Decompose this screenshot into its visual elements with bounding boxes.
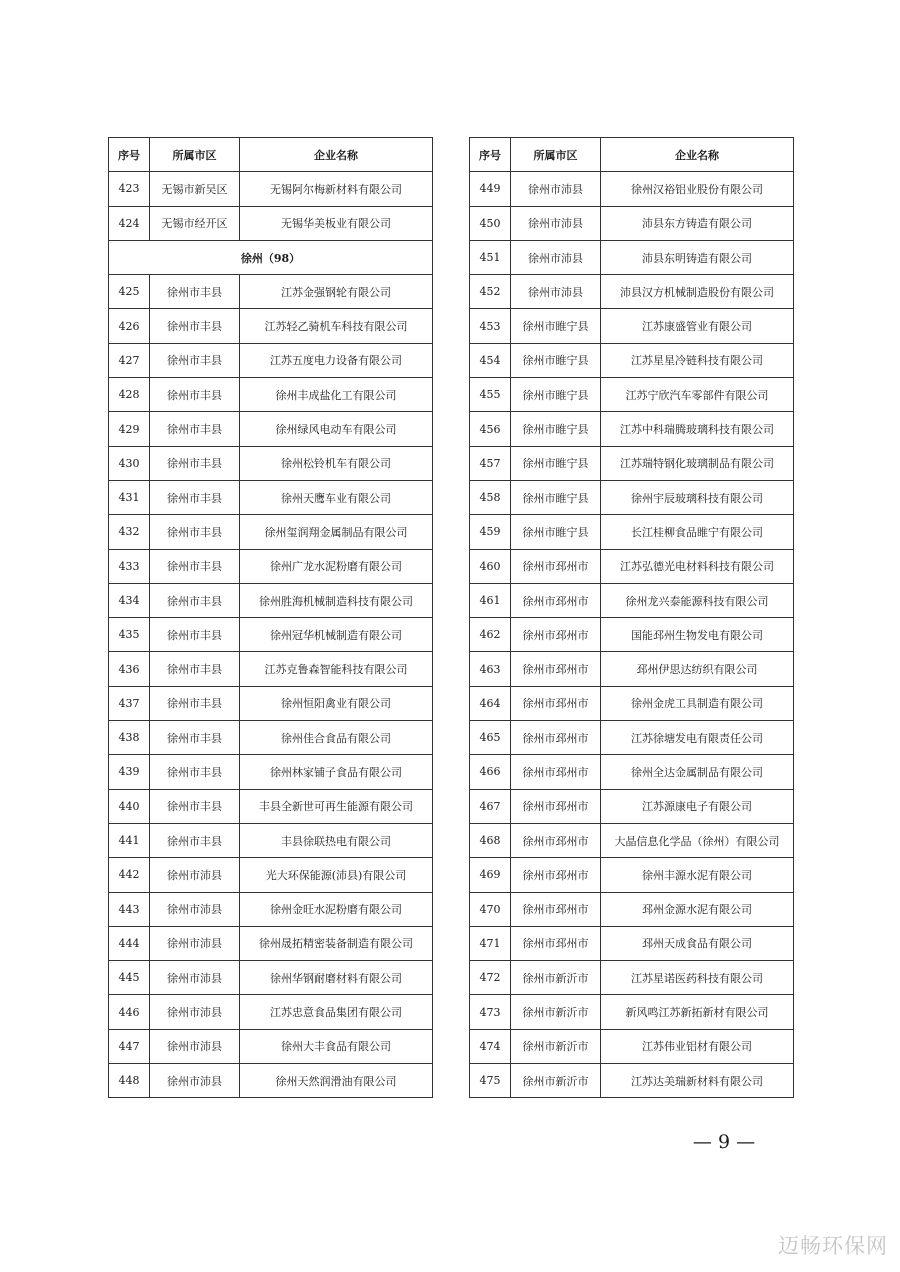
- table-row: [109, 275, 433, 309]
- cell-serial-number: 438: [109, 721, 150, 755]
- cell-serial-number: 472: [470, 961, 511, 995]
- cell-company-name: 徐州大丰食品有限公司: [240, 1029, 433, 1063]
- table-row: [470, 446, 794, 480]
- cell-district: 徐州市邳州市: [511, 583, 601, 617]
- table-row: [109, 995, 433, 1029]
- cell-district: 徐州市沛县: [150, 858, 240, 892]
- header-district: 所属市区: [511, 138, 601, 172]
- cell-serial-number: 435: [109, 618, 150, 652]
- cell-company-name: 徐州广龙水泥粉磨有限公司: [240, 549, 433, 583]
- cell-serial-number: 440: [109, 789, 150, 823]
- cell-serial-number: 425: [109, 275, 150, 309]
- cell-company-name: 徐州晟拓精密装备制造有限公司: [240, 926, 433, 960]
- table-row: [109, 549, 433, 583]
- cell-district: 徐州市睢宁县: [511, 480, 601, 514]
- cell-company-name: 徐州天鹰车业有限公司: [240, 480, 433, 514]
- cell-serial-number: 449: [470, 172, 511, 206]
- cell-serial-number: 428: [109, 378, 150, 412]
- cell-company-name: 江苏克鲁森智能科技有限公司: [240, 652, 433, 686]
- cell-serial-number: 441: [109, 823, 150, 857]
- table-row: [470, 515, 794, 549]
- header-serial-number: 序号: [470, 138, 511, 172]
- cell-serial-number: 469: [470, 858, 511, 892]
- cell-serial-number: 447: [109, 1029, 150, 1063]
- cell-serial-number: 463: [470, 652, 511, 686]
- cell-district: 徐州市沛县: [511, 172, 601, 206]
- cell-serial-number: 475: [470, 1064, 511, 1098]
- cell-company-name: 徐州绿风电动车有限公司: [240, 412, 433, 446]
- table-row: [470, 789, 794, 823]
- cell-district: 徐州市邳州市: [511, 618, 601, 652]
- table-row: [109, 583, 433, 617]
- cell-district: 徐州市新沂市: [511, 1029, 601, 1063]
- table-row: [109, 309, 433, 343]
- cell-district: 徐州市邳州市: [511, 858, 601, 892]
- table-row: [109, 961, 433, 995]
- cell-serial-number: 432: [109, 515, 150, 549]
- cell-company-name: 光大环保能源(沛县)有限公司: [240, 858, 433, 892]
- cell-serial-number: 454: [470, 343, 511, 377]
- table-row: [470, 549, 794, 583]
- cell-district: 徐州市丰县: [150, 515, 240, 549]
- table-row: [109, 1029, 433, 1063]
- cell-serial-number: 466: [470, 755, 511, 789]
- cell-serial-number: 464: [470, 686, 511, 720]
- cell-company-name: 江苏忠意食品集团有限公司: [240, 995, 433, 1029]
- cell-district: 徐州市丰县: [150, 583, 240, 617]
- cell-district: 徐州市丰县: [150, 789, 240, 823]
- table-row: [470, 618, 794, 652]
- table-row: [470, 206, 794, 240]
- cell-serial-number: 430: [109, 446, 150, 480]
- cell-district: 徐州市睢宁县: [511, 412, 601, 446]
- table-row: [109, 721, 433, 755]
- cell-district: 徐州市丰县: [150, 309, 240, 343]
- table-row: [109, 755, 433, 789]
- cell-company-name: 徐州金虎工具制造有限公司: [601, 686, 794, 720]
- cell-district: 徐州市睢宁县: [511, 343, 601, 377]
- section-row: [109, 240, 433, 274]
- cell-district: 徐州市新沂市: [511, 995, 601, 1029]
- cell-district: 徐州市邳州市: [511, 926, 601, 960]
- cell-serial-number: 423: [109, 172, 150, 206]
- cell-district: 徐州市邳州市: [511, 652, 601, 686]
- cell-company-name: 邳州伊思达纺织有限公司: [601, 652, 794, 686]
- enterprise-table-right: [469, 137, 794, 1098]
- cell-serial-number: 439: [109, 755, 150, 789]
- table-row: [109, 172, 433, 206]
- cell-serial-number: 431: [109, 480, 150, 514]
- cell-company-name: 邳州金源水泥有限公司: [601, 892, 794, 926]
- cell-company-name: 沛县东方铸造有限公司: [601, 206, 794, 240]
- cell-company-name: 江苏金强钢轮有限公司: [240, 275, 433, 309]
- cell-serial-number: 442: [109, 858, 150, 892]
- table-row: [470, 378, 794, 412]
- section-title: 徐州（98）: [109, 240, 433, 274]
- cell-company-name: 大晶信息化学品（徐州）有限公司: [601, 823, 794, 857]
- table-row: [470, 823, 794, 857]
- cell-company-name: 徐州恒阳禽业有限公司: [240, 686, 433, 720]
- cell-serial-number: 434: [109, 583, 150, 617]
- table-row: [109, 378, 433, 412]
- cell-company-name: 徐州宇辰玻璃科技有限公司: [601, 480, 794, 514]
- cell-serial-number: 444: [109, 926, 150, 960]
- table-row: [109, 446, 433, 480]
- cell-serial-number: 474: [470, 1029, 511, 1063]
- table-row: [109, 789, 433, 823]
- cell-company-name: 江苏宁欣汽车零部件有限公司: [601, 378, 794, 412]
- cell-company-name: 徐州玺润翔金属制品有限公司: [240, 515, 433, 549]
- cell-company-name: 江苏中科瑞腾玻璃科技有限公司: [601, 412, 794, 446]
- header-company-name: 企业名称: [240, 138, 433, 172]
- cell-company-name: 丰县徐联热电有限公司: [240, 823, 433, 857]
- table-row: [109, 823, 433, 857]
- cell-district: 无锡市经开区: [150, 206, 240, 240]
- cell-district: 徐州市沛县: [511, 275, 601, 309]
- table-row: [470, 961, 794, 995]
- cell-district: 徐州市睢宁县: [511, 378, 601, 412]
- table-row: [470, 686, 794, 720]
- cell-district: 徐州市睢宁县: [511, 446, 601, 480]
- table-row: [470, 583, 794, 617]
- table-row: [470, 343, 794, 377]
- cell-district: 无锡市新吴区: [150, 172, 240, 206]
- cell-serial-number: 437: [109, 686, 150, 720]
- cell-district: 徐州市沛县: [150, 926, 240, 960]
- table-row: [470, 926, 794, 960]
- cell-serial-number: 429: [109, 412, 150, 446]
- cell-serial-number: 451: [470, 240, 511, 274]
- cell-district: 徐州市丰县: [150, 618, 240, 652]
- page-number: — 9 —: [692, 1131, 756, 1153]
- cell-company-name: 江苏轻乙骑机车科技有限公司: [240, 309, 433, 343]
- cell-district: 徐州市丰县: [150, 343, 240, 377]
- table-row: [470, 480, 794, 514]
- cell-district: 徐州市沛县: [511, 240, 601, 274]
- cell-serial-number: 433: [109, 549, 150, 583]
- cell-company-name: 邳州天成食品有限公司: [601, 926, 794, 960]
- cell-company-name: 徐州冠华机械制造有限公司: [240, 618, 433, 652]
- table-row: [109, 480, 433, 514]
- watermark: 迈畅环保网: [778, 1234, 888, 1258]
- cell-serial-number: 461: [470, 583, 511, 617]
- cell-serial-number: 460: [470, 549, 511, 583]
- table-row: [470, 275, 794, 309]
- cell-company-name: 徐州胜海机械制造科技有限公司: [240, 583, 433, 617]
- cell-company-name: 江苏源康电子有限公司: [601, 789, 794, 823]
- cell-company-name: 徐州汉裕铝业股份有限公司: [601, 172, 794, 206]
- cell-district: 徐州市丰县: [150, 275, 240, 309]
- table-row: [470, 172, 794, 206]
- cell-district: 徐州市沛县: [150, 961, 240, 995]
- table-row: [109, 618, 433, 652]
- cell-serial-number: 436: [109, 652, 150, 686]
- cell-company-name: 江苏五度电力设备有限公司: [240, 343, 433, 377]
- table-row: [109, 652, 433, 686]
- cell-district: 徐州市丰县: [150, 686, 240, 720]
- cell-company-name: 江苏康盛管业有限公司: [601, 309, 794, 343]
- cell-serial-number: 456: [470, 412, 511, 446]
- cell-serial-number: 443: [109, 892, 150, 926]
- cell-district: 徐州市沛县: [150, 995, 240, 1029]
- cell-serial-number: 427: [109, 343, 150, 377]
- table-row: [470, 1064, 794, 1098]
- cell-serial-number: 468: [470, 823, 511, 857]
- cell-company-name: 无锡阿尔梅新材料有限公司: [240, 172, 433, 206]
- cell-district: 徐州市丰县: [150, 823, 240, 857]
- cell-district: 徐州市丰县: [150, 446, 240, 480]
- cell-company-name: 丰县全新世可再生能源有限公司: [240, 789, 433, 823]
- cell-district: 徐州市邳州市: [511, 686, 601, 720]
- cell-company-name: 江苏伟业铝材有限公司: [601, 1029, 794, 1063]
- cell-district: 徐州市邳州市: [511, 755, 601, 789]
- table-row: [470, 652, 794, 686]
- cell-company-name: 无锡华美板业有限公司: [240, 206, 433, 240]
- cell-district: 徐州市睢宁县: [511, 309, 601, 343]
- table-row: [470, 1029, 794, 1063]
- table-row: [109, 206, 433, 240]
- cell-company-name: 沛县东明铸造有限公司: [601, 240, 794, 274]
- cell-serial-number: 459: [470, 515, 511, 549]
- cell-district: 徐州市新沂市: [511, 1064, 601, 1098]
- cell-company-name: 徐州龙兴泰能源科技有限公司: [601, 583, 794, 617]
- cell-district: 徐州市邳州市: [511, 549, 601, 583]
- cell-district: 徐州市新沂市: [511, 961, 601, 995]
- cell-serial-number: 448: [109, 1064, 150, 1098]
- table-row: [109, 926, 433, 960]
- table-row: [109, 686, 433, 720]
- table-row: [470, 240, 794, 274]
- cell-district: 徐州市丰县: [150, 652, 240, 686]
- cell-serial-number: 426: [109, 309, 150, 343]
- cell-district: 徐州市沛县: [511, 206, 601, 240]
- cell-company-name: 徐州林家铺子食品有限公司: [240, 755, 433, 789]
- table-row: [109, 1064, 433, 1098]
- cell-company-name: 徐州金旺水泥粉磨有限公司: [240, 892, 433, 926]
- table-header-row: [470, 138, 794, 172]
- cell-serial-number: 462: [470, 618, 511, 652]
- table-row: [470, 721, 794, 755]
- cell-company-name: 徐州丰源水泥有限公司: [601, 858, 794, 892]
- enterprise-table-left: [108, 137, 433, 1098]
- cell-serial-number: 452: [470, 275, 511, 309]
- cell-company-name: 徐州佳合食品有限公司: [240, 721, 433, 755]
- cell-serial-number: 473: [470, 995, 511, 1029]
- table-row: [109, 343, 433, 377]
- cell-district: 徐州市丰县: [150, 378, 240, 412]
- table-row: [470, 892, 794, 926]
- cell-company-name: 徐州全达金属制品有限公司: [601, 755, 794, 789]
- cell-serial-number: 465: [470, 721, 511, 755]
- cell-company-name: 沛县汉方机械制造股份有限公司: [601, 275, 794, 309]
- table-header-row: [109, 138, 433, 172]
- cell-serial-number: 453: [470, 309, 511, 343]
- header-district: 所属市区: [150, 138, 240, 172]
- cell-serial-number: 458: [470, 480, 511, 514]
- cell-serial-number: 450: [470, 206, 511, 240]
- cell-district: 徐州市丰县: [150, 480, 240, 514]
- cell-company-name: 徐州松铃机车有限公司: [240, 446, 433, 480]
- table-row: [470, 858, 794, 892]
- cell-serial-number: 424: [109, 206, 150, 240]
- cell-company-name: 江苏瑞特钢化玻璃制品有限公司: [601, 446, 794, 480]
- cell-district: 徐州市丰县: [150, 755, 240, 789]
- table-row: [470, 412, 794, 446]
- table-row: [109, 858, 433, 892]
- header-serial-number: 序号: [109, 138, 150, 172]
- cell-district: 徐州市邳州市: [511, 789, 601, 823]
- cell-company-name: 国能邳州生物发电有限公司: [601, 618, 794, 652]
- cell-district: 徐州市邳州市: [511, 823, 601, 857]
- cell-district: 徐州市沛县: [150, 1029, 240, 1063]
- cell-district: 徐州市丰县: [150, 721, 240, 755]
- table-row: [109, 412, 433, 446]
- cell-company-name: 江苏星诺医药科技有限公司: [601, 961, 794, 995]
- header-company-name: 企业名称: [601, 138, 794, 172]
- cell-district: 徐州市睢宁县: [511, 515, 601, 549]
- cell-district: 徐州市丰县: [150, 412, 240, 446]
- cell-company-name: 江苏徐塘发电有限责任公司: [601, 721, 794, 755]
- cell-serial-number: 455: [470, 378, 511, 412]
- cell-serial-number: 470: [470, 892, 511, 926]
- cell-district: 徐州市邳州市: [511, 892, 601, 926]
- cell-company-name: 江苏弘德光电材料科技有限公司: [601, 549, 794, 583]
- cell-serial-number: 445: [109, 961, 150, 995]
- cell-company-name: 江苏达美瑞新材料有限公司: [601, 1064, 794, 1098]
- cell-serial-number: 471: [470, 926, 511, 960]
- cell-serial-number: 467: [470, 789, 511, 823]
- cell-company-name: 徐州天然润滑油有限公司: [240, 1064, 433, 1098]
- cell-district: 徐州市沛县: [150, 892, 240, 926]
- cell-company-name: 新风鸣江苏新拓新材有限公司: [601, 995, 794, 1029]
- cell-company-name: 长江桂柳食品睢宁有限公司: [601, 515, 794, 549]
- cell-company-name: 徐州华钢耐磨材料有限公司: [240, 961, 433, 995]
- cell-district: 徐州市沛县: [150, 1064, 240, 1098]
- cell-district: 徐州市邳州市: [511, 721, 601, 755]
- table-row: [470, 755, 794, 789]
- cell-serial-number: 446: [109, 995, 150, 1029]
- cell-district: 徐州市丰县: [150, 549, 240, 583]
- table-row: [109, 892, 433, 926]
- cell-company-name: 徐州丰成盐化工有限公司: [240, 378, 433, 412]
- cell-serial-number: 457: [470, 446, 511, 480]
- cell-company-name: 江苏星星冷链科技有限公司: [601, 343, 794, 377]
- table-row: [470, 995, 794, 1029]
- table-row: [109, 515, 433, 549]
- table-row: [470, 309, 794, 343]
